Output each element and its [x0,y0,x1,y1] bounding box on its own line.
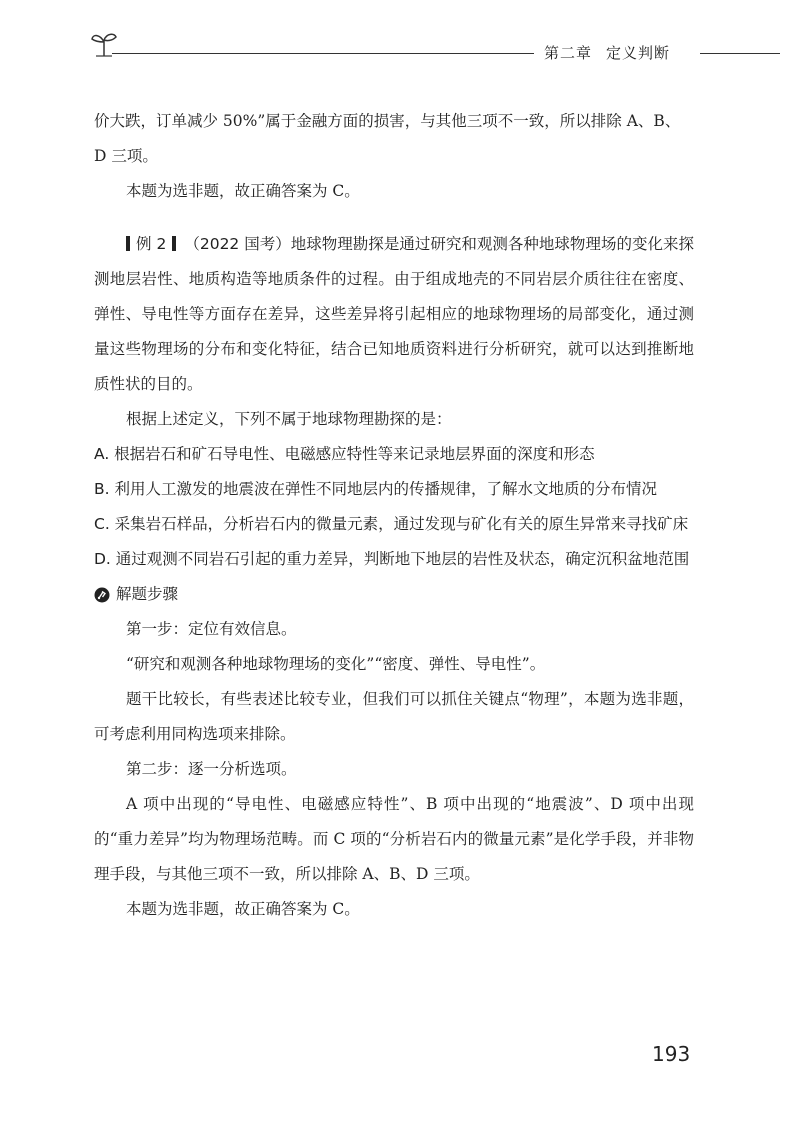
header-title [544,42,670,63]
step1-title: 第一步：定位有效信息。 [126,620,297,638]
prev-answer-conclusion: 本题为选非题，故正确答案为 C。 [126,182,360,200]
example-paragraph [94,227,694,402]
chapter-label: 第二章 [544,44,593,62]
step1-description: 题干比较长，有些表述比较专业，但我们可以抓住关键点“物理”，本题为选非题，可考虑利用同构选项来排除。 [94,690,694,743]
label-bar-left [126,236,130,251]
option-b: B. 利用人工激发的地震波在弹性不同地层内的传播规律，了解水文地质的分布情况 [94,480,657,498]
prev-answer-line1: 价大跌，订单减少 50%”属于金融方面的损害，与其他三项不一致，所以排除 A、B、 [94,112,681,130]
step2-title: 第二步：逐一分析选项。 [126,760,297,778]
page-content [94,104,694,927]
page-number: 193 [652,1042,691,1066]
example-source: （2022 国考） [184,235,291,253]
prev-answer-line2: D 三项。 [94,147,158,165]
question-stem: 根据上述定义，下列不属于地球物理勘探的是： [126,410,452,428]
option-d: D. 通过观测不同岩石引起的重力差异，判断地下地层的岩性及状态，确定沉积盆地范围 [94,550,690,568]
solution-heading-text: 解题步骤 [116,585,179,603]
page-header [88,30,800,70]
example-body: 地球物理勘探是通过研究和观测各种地球物理场的变化来探测地层岩性、地质构造等地质条件的过程。由于组成地壳的不同岩层介质往往在密度、弹性、导电性等方面存在差异，这些差异将引起相应的地球物理场的局部变化，通过测量这些物理场的分布和变化特征，结合已知地质资料进行分析研究，就可以达到推断地质性状的目的。 [94,235,694,393]
section-label: 定义判断 [606,44,671,62]
header-rule-right [700,53,780,54]
step2-description: A 项中出现的“导电性、电磁感应特性”、B 项中出现的“地震波”、D 项中出现的“重力差异”均为物理场范畴。而 C 项的“分析岩石内的微量元素”是化学手段，并非物理手段，与其他三项不一致，所以排除 A、B、D 三项。 [94,795,694,883]
label-bar-right [172,236,176,251]
steps-icon [94,587,110,603]
option-a: A. 根据岩石和矿石导电性、电磁感应特性等来记录地层界面的深度和形态 [94,445,595,463]
option-c: C. 采集岩石样品，分析岩石内的微量元素，通过发现与矿化有关的原生异常来寻找矿床 [94,515,689,533]
example-label: 例 2 [136,235,167,253]
final-answer: 本题为选非题，故正确答案为 C。 [126,900,360,918]
solution-heading [94,577,694,612]
step1-quote: “研究和观测各种地球物理场的变化”“密度、弹性、导电性”。 [126,655,546,673]
header-rule-left [112,53,534,54]
